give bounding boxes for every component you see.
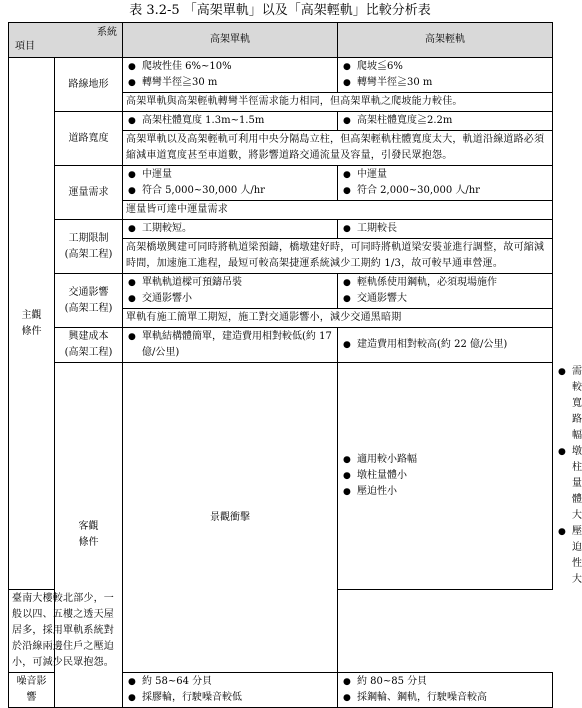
list-item: ● 符合 5,000~30,000 人/hr [126,183,334,199]
list-item: ● 工期較短。 [126,221,334,237]
summary-cell: 高架單軌以及高架輕軌可利用中央分隔島立柱，但高架輕軌柱體寬度太大，軌道沿線道路必須縮減車道寬度甚至車道數，將影響道路交通流量及容量，引發民眾抱怨。 [123,131,553,166]
row-label: 道路寬度 [55,112,123,166]
summary-cell: 運量皆可達中運量需求 [123,201,553,220]
header-lrt: 高架輕軌 [338,23,553,58]
list-item: ● 轉彎半徑≧30 m [341,75,549,91]
table-row [9,328,553,363]
group-label: 客觀 [78,521,99,532]
comparison-table [8,22,582,708]
lrt-cell [338,274,553,309]
lrt-cell [338,328,553,363]
list-item: ● 工期較長 [341,221,549,237]
list-item: ● 轉彎半徑≧30 m [126,75,334,91]
summary-cell: 高架橋墩興建可同時將軌道梁預鑄，橋墩建好時，可同時將軌道梁安裝並進行調整，故可縮減時間，加速施工進程，最短可較高架捷運系統減少工期約 1/3，故可較早通車營運。 [123,239,553,274]
row-label: 興建成本 (高架工程) [55,328,123,363]
list-item: ● 交通影響大 [341,291,549,307]
list-item: ● 適用較小路幅 [341,452,549,468]
group-label: 條件 [78,537,99,548]
list-item: ● 約 58~64 分貝 [126,674,334,690]
list-item: ● 單軌軌道樑可預鑄吊裝 [126,275,334,291]
list-item: ● 中運量 [341,167,549,183]
monorail-cell [123,328,338,363]
list-item: ● 高架柱體寬度≧2.2m [341,113,549,129]
row-label: 運量需求 [55,166,123,220]
list-item: ● 高架柱體寬度 1.3m~1.5m [126,113,334,129]
table-row [9,166,553,201]
row-label: 景觀衝擊 [123,363,338,673]
monorail-cell [123,166,338,201]
row-label: 路線地形 [55,58,123,112]
table-row [9,220,553,239]
list-item: ● 輕軌係使用鋼軌，必須現場施作 [341,275,549,291]
table-row [9,112,553,131]
list-item: ● 壓迫性小 [341,484,549,500]
table-row [9,58,553,93]
list-item: ● 符合 2,000~30,000 人/hr [341,183,549,199]
lrt-cell [338,58,553,93]
table-row [9,274,553,309]
list-item: ● 中運量 [126,167,334,183]
list-item: ● 壓迫性大 [556,524,572,588]
list-item: ● 約 80~85 分貝 [341,674,549,690]
summary-cell: 單軌有施工簡單工期短，施工對交通影響小，減少交通黑暗期 [123,309,553,328]
monorail-cell [338,363,553,590]
row-label: 工期限制 (高架工程) [55,220,123,274]
list-item: ● 墩柱量體小 [341,468,549,484]
monorail-cell [123,673,338,708]
list-item: ● 爬坡≦6% [341,59,549,75]
lrt-cell [338,166,553,201]
monorail-cell [123,274,338,309]
group-subjective [9,58,55,590]
list-item: ● 交通影響小 [126,291,334,307]
monorail-cell [123,58,338,93]
header-item-label: 項目 [15,41,35,52]
table-title: 表 3.2-5 「高架單軌」以及「高架輕軌」比較分析表 [129,3,431,18]
monorail-cell [123,112,338,131]
list-item: ● 爬坡性佳 6%~10% [126,59,334,75]
header-monorail: 高架單軌 [123,23,338,58]
row-label: 交通影響 (高架工程) [55,274,123,328]
list-item: ● 採膠輪，行駛噪音較低 [126,690,334,706]
monorail-cell [123,220,338,239]
table-row [9,363,553,590]
lrt-cell [338,112,553,131]
header-row [9,23,553,58]
list-item: ● 建造費用相對較高(約 22 億/公里) [341,337,549,353]
list-item: ● 採鋼輪、鋼軌，行駛噪音較高 [341,690,549,706]
header-system-label: 系統 [97,27,117,38]
summary-cell: 臺南大樓較北部少，一般以四、五樓之透天屋居多，採用單軌系統對於沿線兩邊住戶之壓迫小，可減少民眾抱怨。 [9,590,123,673]
header-corner-cell [9,23,123,58]
group-label: 條件 [21,325,42,337]
group-label: 主觀 [21,309,42,321]
row-label: 噪音影響 [9,673,55,708]
summary-cell: 高架單軌與高架輕軌轉彎半徑需求能力相同，但高架單軌之爬坡能力較佳。 [123,93,553,112]
list-item: ● 單軌結構體簡單，建造費用相對較低(約 17 億/公里) [126,329,334,361]
list-item: ● 需較寬路幅 [556,364,572,444]
lrt-cell [338,673,553,708]
list-item: ● 墩柱量體大 [556,444,572,524]
lrt-cell [338,220,553,239]
